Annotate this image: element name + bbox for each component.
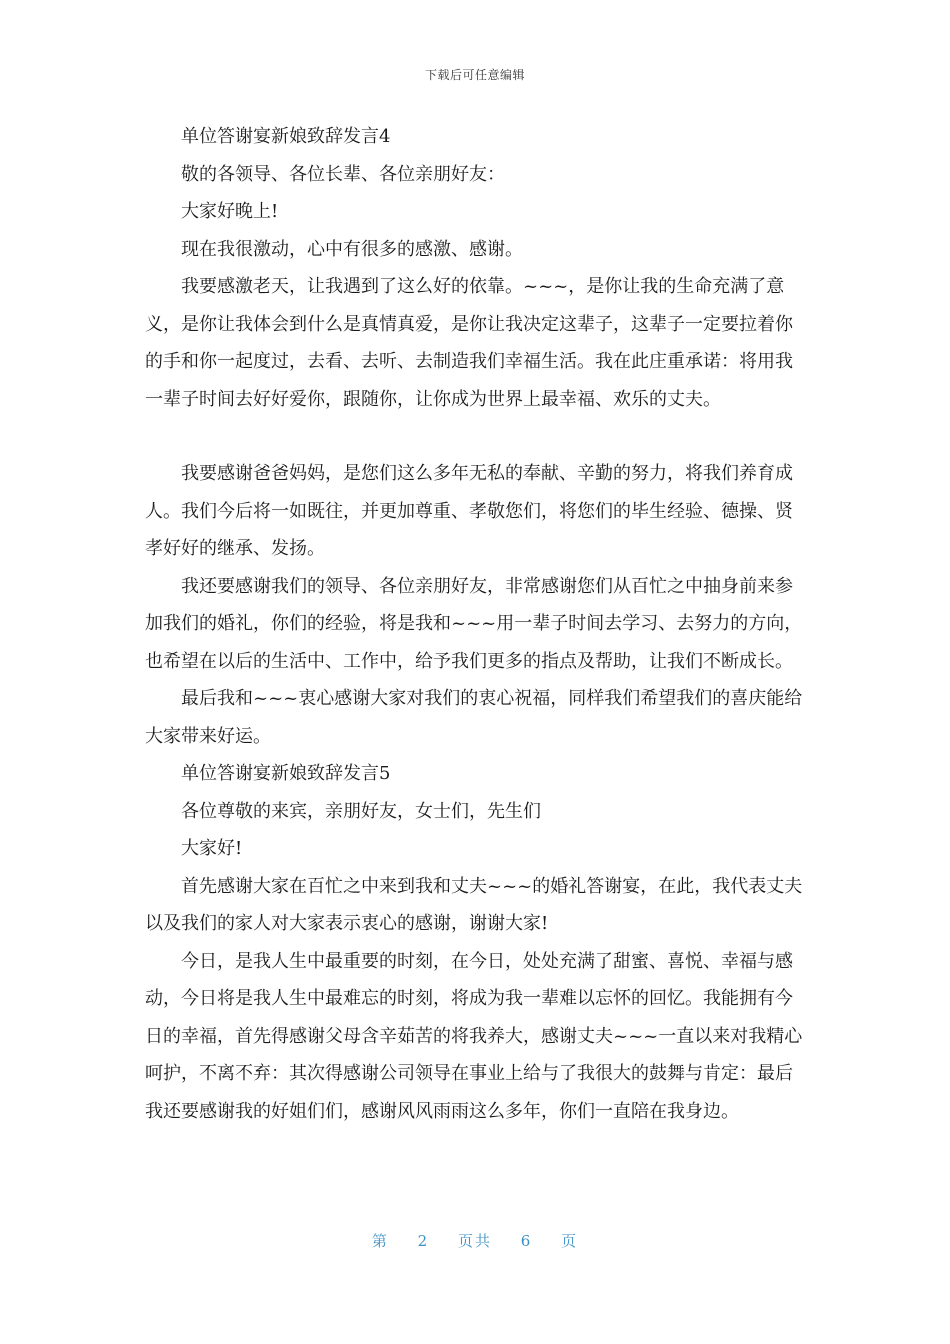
paragraph: 最后我和~~~衷心感谢大家对我们的衷心祝福，同样我们希望我们的喜庆能给大家带来好运。: [145, 688, 803, 747]
paragraph: 现在我很激动，心中有很多的感激、感谢。: [181, 238, 523, 260]
section-title-4: 单位答谢宴新娘致辞发言4: [181, 126, 391, 147]
current-page-number: 2: [417, 1232, 430, 1250]
paragraph: 我要感激老天，让我遇到了这么好的依靠。~~~，是你让我的生命充满了意义，是你让我体会到什么是真情真爱，是你让我决定这辈子，这辈子一定要拉着你的手和你一起度过，去看、去听、去制造我们幸福生活。我在此庄重承诺：将用我一辈子时间去好好爱你，跟随你，让你成为世界上最幸福、欢乐的丈夫。: [145, 276, 793, 410]
paragraph: 首先感谢大家在百忙之中来到我和丈夫~~~的婚礼答谢宴，在此，我代表丈夫以及我们的家人对大家表示衷心的感谢，谢谢大家!: [145, 875, 803, 934]
paragraph: 我还要感谢我们的领导、各位亲朋好友，非常感谢您们从百忙之中抽身前来参加我们的婚礼，你们的经验，将是我和~~~用一辈子时间去学习、去努力的方向，也希望在以后的生活中、工作中，给予我们更多的指点及帮助，让我们不断成长。: [145, 575, 803, 672]
section-title-5: 单位答谢宴新娘致辞发言5: [181, 763, 391, 784]
footer-prefix: 第: [371, 1232, 389, 1250]
document-body: [145, 118, 810, 1130]
greeting-paragraph: 敬的各领导、各位长辈、各位亲朋好友：: [181, 163, 505, 185]
page-footer: [0, 1230, 950, 1251]
greeting-paragraph: 各位尊敬的来宾，亲朋好友，女士们，先生们: [181, 800, 541, 822]
paragraph: 大家好!: [181, 838, 243, 859]
paragraph: 大家好晚上!: [181, 201, 279, 222]
footer-suffix: 页: [561, 1232, 579, 1250]
page-header: 下载后可任意编辑: [424, 68, 525, 82]
paragraph: 今日，是我人生中最重要的时刻，在今日，处处充满了甜蜜、喜悦、幸福与感动，今日将是我人生中最难忘的时刻，将成为我一辈难以忘怀的回忆。我能拥有今日的幸福，首先得感谢父母含辛茹苦的将我养大，感谢丈夫~~~一直以来对我精心呵护，不离不弃：其次得感谢公司领导在事业上给与了我很大的鼓舞与肯定：最后我还要感谢我的好姐们们，感谢风风雨雨这么多年，你们一直陪在我身边。: [145, 950, 803, 1122]
paragraph-gap: [145, 418, 810, 455]
paragraph: 我要感谢爸爸妈妈，是您们这么多年无私的奉献、辛勤的努力，将我们养育成人。我们今后将一如既往，并更加尊重、孝敬您们，将您们的毕生经验、德操、贤孝好好的继承、发扬。: [145, 463, 793, 559]
footer-middle: 页共: [457, 1232, 492, 1250]
total-pages-number: 6: [520, 1232, 533, 1250]
